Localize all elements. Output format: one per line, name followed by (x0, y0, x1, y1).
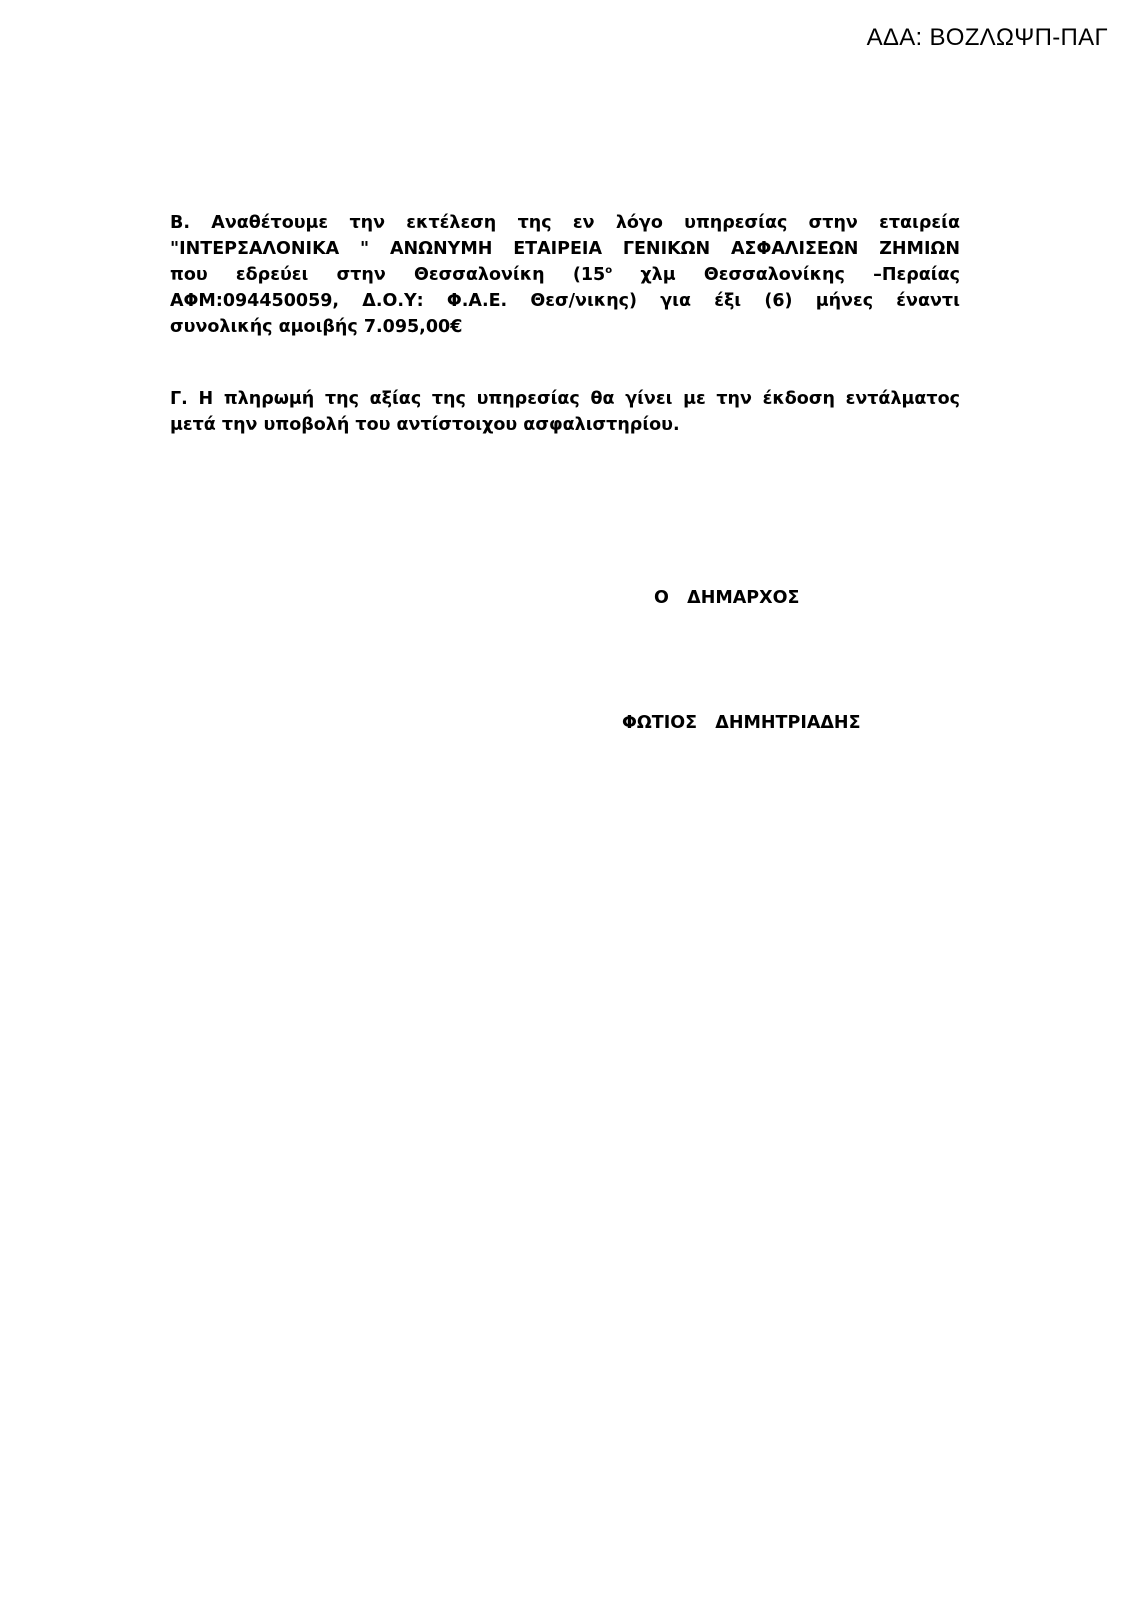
word: για (660, 291, 692, 311)
word: –Περαίας (873, 265, 960, 285)
word: ΑΦΜ:094450059, (170, 291, 340, 311)
superscript: ο (605, 265, 613, 277)
paragraph-b-line (170, 314, 960, 340)
ada-code: ΑΔΑ: ΒΟΖΛΩΨΠ-ΠΑΓ (866, 24, 1108, 51)
word: λόγο (615, 213, 663, 233)
word: Γ. (170, 389, 188, 409)
word: υπηρεσίας (684, 213, 788, 233)
word: πληρωμή (223, 389, 315, 409)
word: Θεσσαλονίκης (703, 265, 845, 285)
word: την (716, 389, 752, 409)
word: έκδοση (762, 389, 835, 409)
word: αξίας (369, 389, 422, 409)
text-line: μετά την υποβολή του αντίστοιχου ασφαλιστηρίου. (170, 415, 680, 435)
signature-title: Ο ΔΗΜΑΡΧΟΣ (654, 588, 800, 608)
word: εταιρεία (879, 213, 960, 233)
text-line: συνολικής αμοιβής 7.095,00€ (170, 317, 463, 337)
word: μήνες (815, 291, 874, 311)
signature-name: ΦΩΤΙΟΣ ΔΗΜΗΤΡΙΑΔΗΣ (622, 713, 861, 733)
word: της (324, 389, 359, 409)
word: Αναθέτουμε (211, 213, 329, 233)
word: Φ.Α.Ε. (446, 291, 508, 311)
word: χλμ (640, 265, 676, 285)
word: ΑΝΩΝΥΜΗ (389, 239, 493, 259)
word: έξι (714, 291, 742, 311)
word: ΑΣΦΑΛΙΣΕΩΝ (730, 239, 859, 259)
word: Θεσ/νικης) (530, 291, 638, 311)
word: που (170, 265, 208, 285)
word: εντάλματος (845, 389, 960, 409)
paragraph-b-line (170, 288, 960, 314)
paragraph-b (170, 210, 960, 340)
word: θα (590, 389, 615, 409)
word: έναντι (896, 291, 960, 311)
paragraph-b-line (170, 236, 960, 262)
word: (6) (764, 291, 793, 311)
word: Δ.Ο.Υ: (362, 291, 424, 311)
word: με (683, 389, 706, 409)
word: (15 (572, 265, 606, 285)
word: την (349, 213, 385, 233)
word-with-superscript (573, 262, 612, 288)
paragraph-g-line (170, 386, 960, 412)
word: εν (572, 213, 595, 233)
word: Η (198, 389, 214, 409)
word: εδρεύει (235, 265, 309, 285)
word: εκτέλεση (406, 213, 497, 233)
word: υπηρεσίας (476, 389, 580, 409)
word: στην (808, 213, 858, 233)
word: "ΙΝΤΕΡΣΑΛΟΝΙΚΑ (170, 239, 340, 259)
paragraph-b-line (170, 210, 960, 236)
paragraph-b-line (170, 262, 960, 288)
word: ΓΕΝΙΚΩΝ (622, 239, 711, 259)
word: γίνει (625, 389, 673, 409)
paragraph-g (170, 386, 960, 438)
paragraph-g-line (170, 412, 960, 438)
word: Β. (170, 213, 190, 233)
word: " (360, 239, 370, 259)
word: της (431, 389, 466, 409)
word: ΕΤΑΙΡΕΙΑ (513, 239, 602, 259)
word: στην (336, 265, 386, 285)
word: ΖΗΜΙΩΝ (879, 239, 960, 259)
word: Θεσσαλονίκη (414, 265, 545, 285)
word: της (517, 213, 552, 233)
